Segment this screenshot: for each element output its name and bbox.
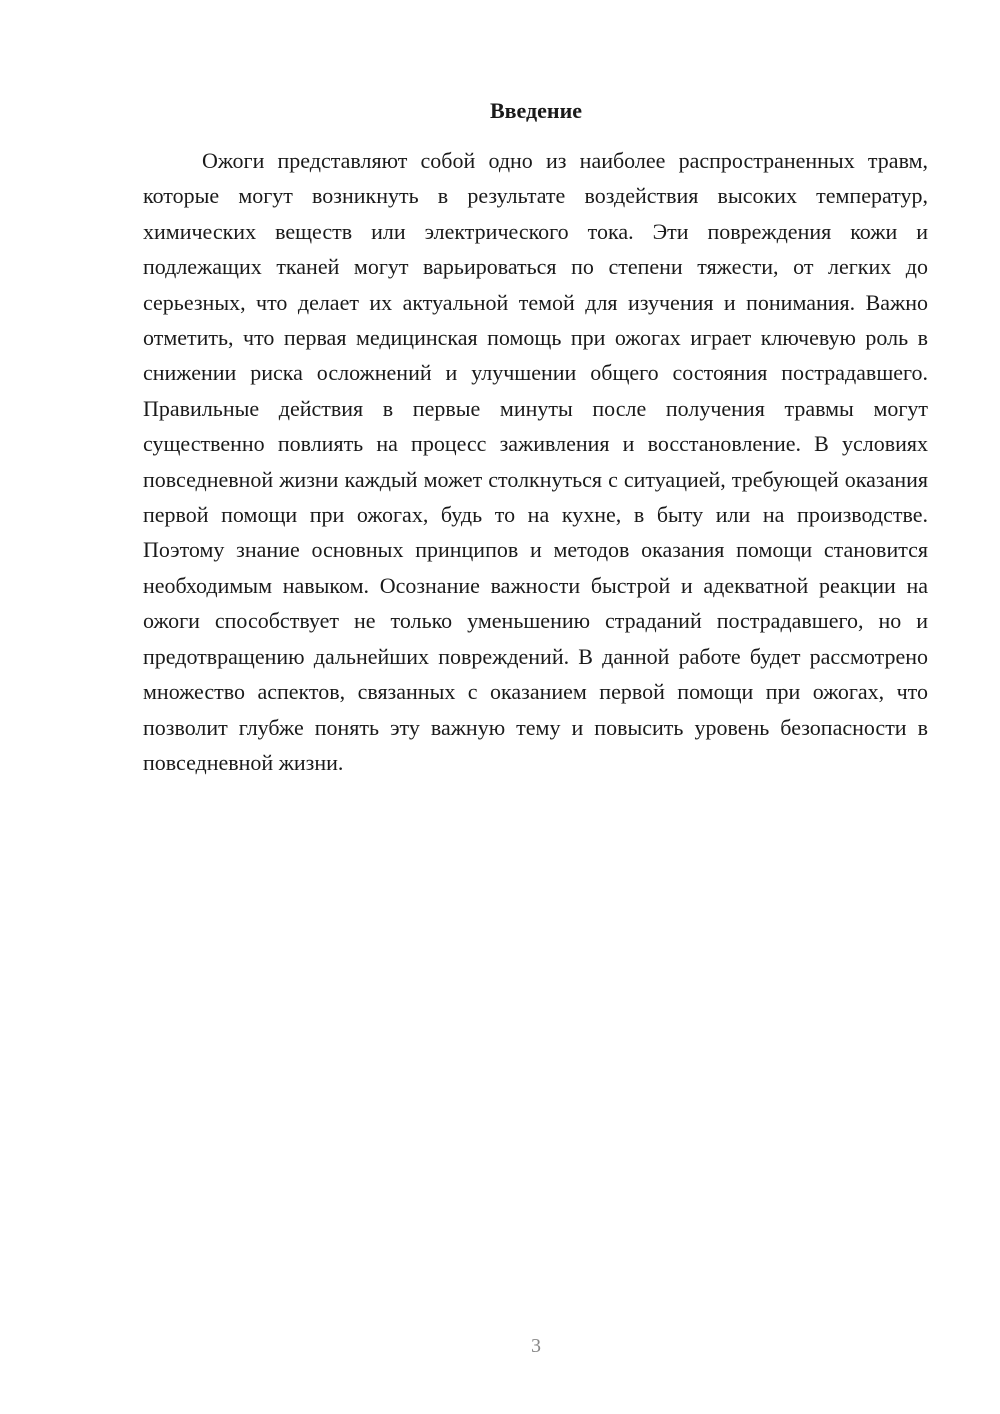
body-paragraph: Ожоги представляют собой одно из наиболее распространенных травм, которые могут возникнуть в результате воздействия высоких температур, химических веществ или электрического тока. Эти повреждения кожи и подлежащих тканей могут варьироваться по степени тяжести, от легких до серьезных, что делает их актуальной темой для изучения и понимания. Важно отметить, что первая медицинская помощь при ожогах играет ключевую роль в снижении риска осложнений и улучшении общего состояния пострадавшего. Правильные действия в первые минуты после получения травмы могут существенно повлиять на процесс заживления и восстановление. В условиях повседневной жизни каждый может столкнуться с ситуацией, требующей оказания первой помощи при ожогах, будь то на кухне, в быту или на производстве. Поэтому знание основных принципов и методов оказания помощи становится необходимым навыком. Осознание важности быстрой и адекватной реакции на ожоги способствует не только уменьшению страданий пострадавшего, но и предотвращению дальнейших повреждений. В данной работе будет рассмотрено множество аспектов, связанных с оказанием первой помощи при ожогах, что позволит глубже понять эту важную тему и повысить уровень безопасности в повседневной жизни. [143, 148, 928, 775]
page-number: 3 [531, 1335, 541, 1357]
section-heading: Введение [489, 98, 583, 123]
